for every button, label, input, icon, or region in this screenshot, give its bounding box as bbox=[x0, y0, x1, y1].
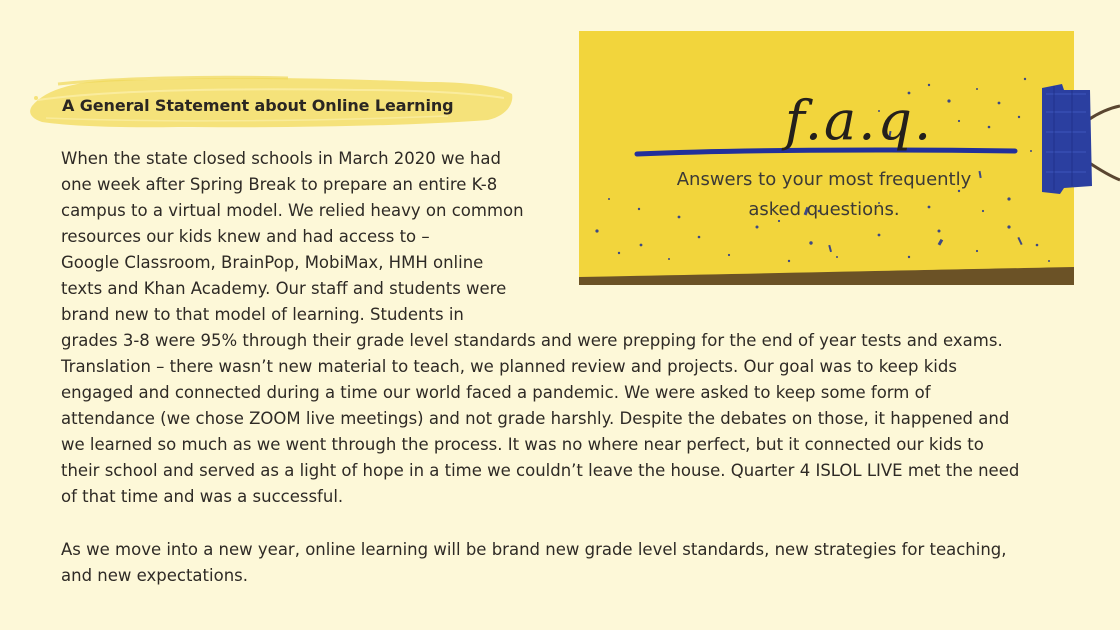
faq-subtitle-line-1: Answers to your most frequently bbox=[676, 169, 972, 190]
paragraph-line: one week after Spring Break to prepare an entire K-8 bbox=[61, 175, 498, 194]
paragraph-line: of that time and was a successful. bbox=[61, 487, 344, 506]
paragraph-line: As we move into a new year, online learning will be brand new grade level standards, new strategies for teaching, bbox=[61, 540, 1007, 559]
paragraph-outlook bbox=[61, 537, 1007, 589]
paragraph-line: campus to a virtual model. We relied heavy on common bbox=[61, 201, 524, 220]
paragraph-line: brand new to that model of learning. Students in bbox=[61, 305, 464, 324]
paragraph-line: Translation – there wasn’t new material to teach, we planned review and projects. Our goal was to keep kids bbox=[61, 357, 957, 376]
paragraph-line: When the state closed schools in March 2020 we had bbox=[61, 149, 501, 168]
paragraph-line: grades 3-8 were 95% through their grade level standards and were prepping for the end of year tests and exams. bbox=[61, 331, 1003, 350]
paragraph-line: we learned so much as we went through the process. It was no where near perfect, but it connected our kids to bbox=[61, 435, 984, 454]
paragraph-line: their school and served as a light of hope in a time we couldn’t leave the house. Quarter 4 ISLOL LIVE met the need bbox=[61, 461, 1020, 480]
faq-title: f.a.q. bbox=[784, 89, 934, 152]
section-heading: A General Statement about Online Learning bbox=[62, 96, 454, 115]
tape-clip-decoration bbox=[1040, 82, 1120, 198]
paragraph-intro bbox=[61, 146, 1019, 510]
paragraph-line: texts and Khan Academy. Our staff and students were bbox=[61, 279, 507, 298]
paragraph-line: and new expectations. bbox=[61, 566, 248, 585]
paragraph-line: engaged and connected during a time our world faced a pandemic. We were asked to keep some form of bbox=[61, 383, 931, 402]
paragraph-line: attendance (we chose ZOOM live meetings) and not grade harshly. Despite the debates on those, it happened and bbox=[61, 409, 1010, 428]
paragraph-line: Google Classroom, BrainPop, MobiMax, HMH online bbox=[61, 253, 484, 272]
faq-subtitle-line-2: asked questions. bbox=[748, 199, 900, 220]
paragraph-line: resources our kids knew and had access to – bbox=[61, 227, 430, 246]
